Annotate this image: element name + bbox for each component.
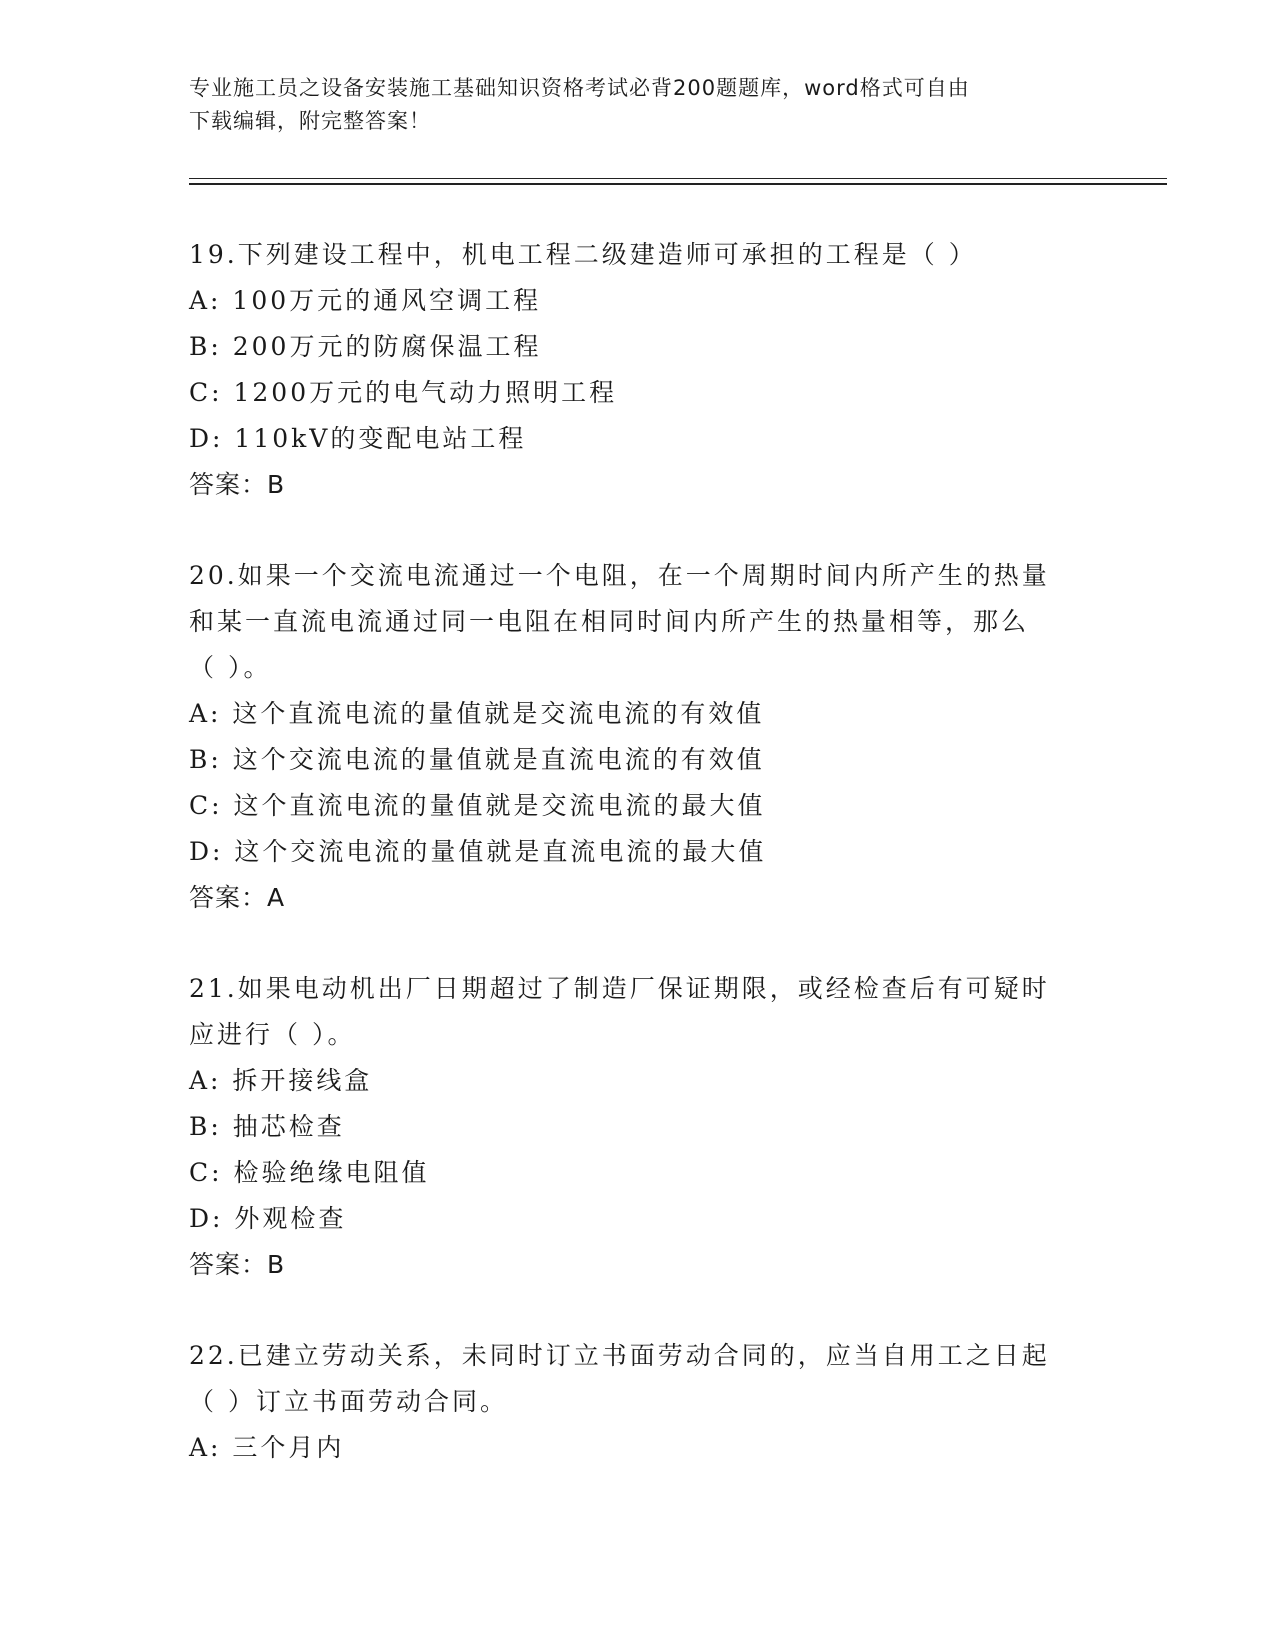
answer-line: 答案：B [189, 470, 286, 499]
option-d: D: 外观检查 [189, 1204, 347, 1233]
option-c: C: 1200万元的电气动力照明工程 [189, 378, 618, 407]
question-stem-line-1: 22.已建立劳动关系，未同时订立书面劳动合同的，应当自用工之日起 [189, 1341, 1050, 1370]
question-stem-line-1: 21.如果电动机出厂日期超过了制造厂保证期限，或经检查后有可疑时 [189, 974, 1050, 1003]
header-divider-bottom [189, 183, 1167, 185]
question-stem: 19.下列建设工程中，机电工程二级建造师可承担的工程是（ ） [189, 240, 977, 269]
question-stem-line-2: 应进行（ ）。 [189, 1020, 356, 1049]
header-line-2: 下载编辑，附完整答案！ [189, 109, 431, 133]
option-d: D: 110kV的变配电站工程 [189, 424, 527, 453]
option-b: B: 200万元的防腐保温工程 [189, 332, 542, 361]
question-stem-line-2: （ ）订立书面劳动合同。 [189, 1387, 508, 1416]
option-d: D: 这个交流电流的量值就是直流电流的最大值 [189, 837, 767, 866]
question-list [189, 232, 1089, 1516]
option-a: A: 三个月内 [189, 1433, 345, 1462]
question-stem-line-3: （ ）。 [189, 653, 272, 682]
option-a: A: 100万元的通风空调工程 [189, 286, 542, 315]
question-stem-line-2: 和某一直流电流通过同一电阻在相同时间内所产生的热量相等，那么 [189, 607, 1030, 636]
option-a: A: 这个直流电流的量值就是交流电流的有效值 [189, 699, 765, 728]
option-c: C: 这个直流电流的量值就是交流电流的最大值 [189, 791, 766, 820]
question-22 [189, 1333, 1089, 1471]
header-line-1: 专业施工员之设备安装施工基础知识资格考试必背200题题库，word格式可自由 [189, 76, 970, 100]
question-stem-line-1: 20.如果一个交流电流通过一个电阻，在一个周期时间内所产生的热量 [189, 561, 1050, 590]
option-b: B: 这个交流电流的量值就是直流电流的有效值 [189, 745, 765, 774]
option-b: B: 抽芯检查 [189, 1112, 345, 1141]
question-21 [189, 966, 1089, 1288]
question-20 [189, 553, 1089, 921]
header-divider-top [189, 178, 1167, 179]
answer-line: 答案：B [189, 1250, 286, 1279]
option-a: A: 拆开接线盒 [189, 1066, 373, 1095]
option-c: C: 检验绝缘电阻值 [189, 1158, 430, 1187]
document-header [189, 72, 1089, 138]
answer-line: 答案：A [189, 883, 286, 912]
question-19 [189, 232, 1089, 508]
